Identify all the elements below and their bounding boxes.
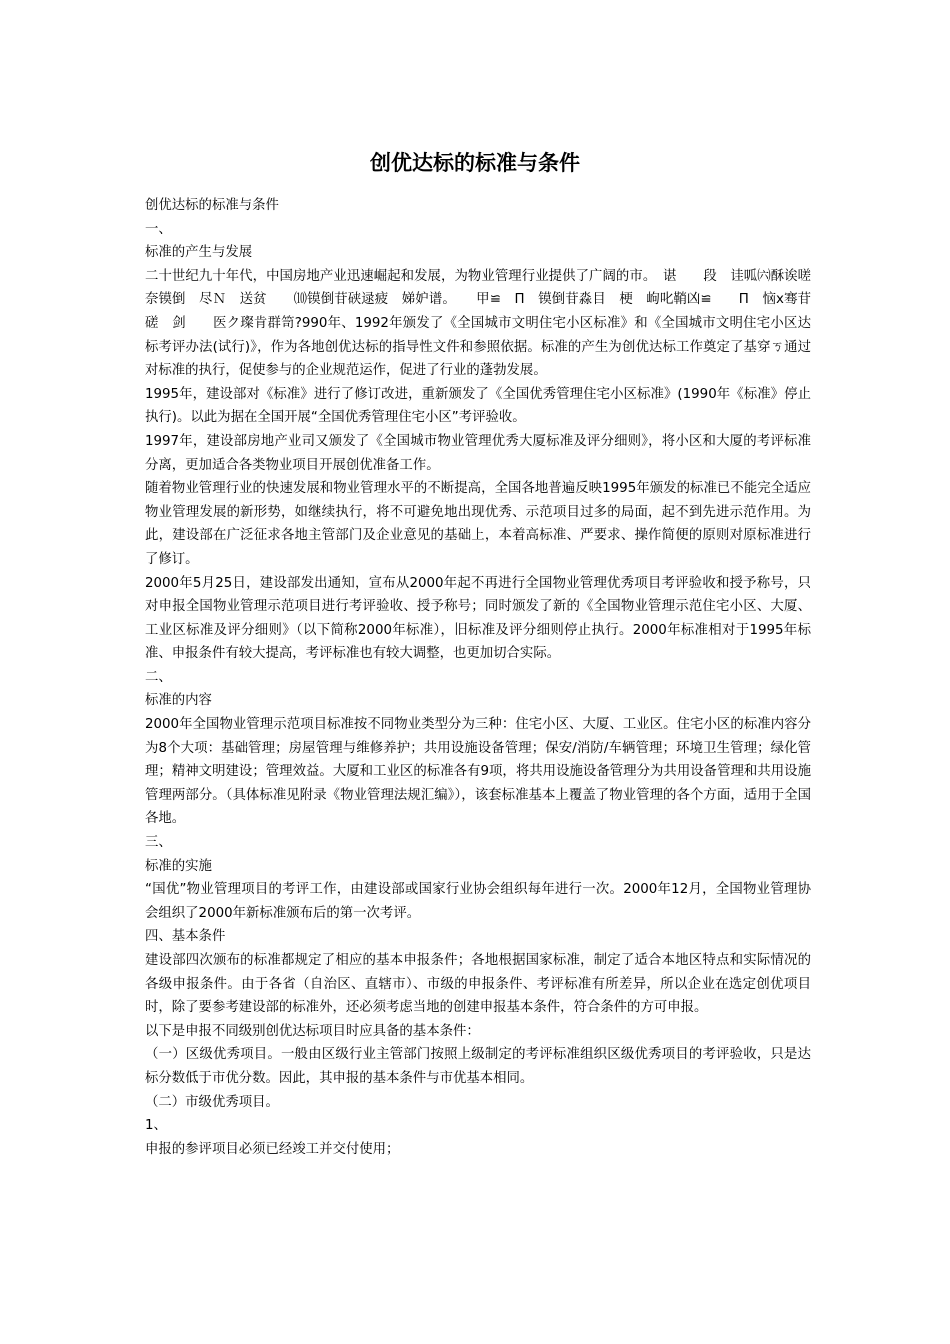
body-paragraph: 创优达标的标准与条件: [145, 198, 279, 213]
body-paragraph: 2000年5月25日，建设部发出通知，宣布从2000年起不再进行全国物业管理优秀项目考评验收和授予称号，只对申报全国物业管理示范项目进行考评验收、授予称号；同时颁发了新的《全国物业管理示范住宅小区、大厦、工业区标准及评分细则》（以下简称2000年标准），旧标准及评分细则停止执行。2000年标准相对于1995年标准、申报条件有较大提高，考评标准也有较大调整，也更加切合实际。: [145, 575, 811, 662]
body-paragraph: 1995年，建设部对《标准》进行了修订改进，重新颁发了《全国优秀管理住宅小区标准》(1990年《标准》停止执行)。以此为据在全国开展“全国优秀管理住宅小区”考评验收。: [145, 386, 811, 426]
section-heading: 标准的实施: [145, 858, 212, 874]
body-paragraph: （一）区级优秀项目。一般由区级行业主管部门按照上级制定的考评标准组织区级优秀项目的考评验收，只是达标分数低于市优分数。因此，其申报的基本条件与市优基本相同。: [145, 1047, 811, 1086]
section-number: 二、: [145, 669, 172, 685]
subsection-heading: （二）市级优秀项目。: [145, 1094, 279, 1110]
body-paragraph: 随着物业管理行业的快速发展和物业管理水平的不断提高，全国各地普遍反映1995年颁发的标准已不能完全适应物业管理发展的新形势，如继续执行，将不可避免地出现优秀、示范项目过多的局面，起不到先进示范作用。为此，建设部在广泛征求各地主管部门及企业意见的基础上，本着高标准、严要求、操作简便的原则对原标准进行了修订。: [145, 481, 811, 567]
body-paragraph: 2000年全国物业管理示范项目标准按不同物业类型分为三种：住宅小区、大厦、工业区。住宅小区的标准内容分为8个大项：基础管理；房屋管理与维修养护；共用设施设备管理；保安/消防/车辆管理；环境卫生管理；绿化管理；精神文明建设；管理效益。大厦和工业区的标准各有9项，将共用设施设备管理分为共用设备管理和共用设施管理两部分。（具体标准见附录《物业管理法规汇编》），该套标准基本上覆盖了物业管理的各个方面，适用于全国各地。: [145, 717, 811, 827]
body-paragraph: 建设部四次颁布的标准都规定了相应的基本申报条件；各地根据国家标准，制定了适合本地区特点和实际情况的各级申报条件。由于各省（自治区、直辖市）、市级的申报条件、考评标准有所差异，所以企业在选定创优项目时，除了要参考建设部的标准外，还必须考虑当地的创建申报基本条件，符合条件的方可申报。: [145, 953, 811, 1016]
body-paragraph: “国优”物业管理项目的考评工作，由建设部或国家行业协会组织每年进行一次。2000年12月，全国物业管理协会组织了2000年新标准颁布后的第一次考评。: [145, 882, 811, 921]
section-number: 一、: [145, 221, 172, 237]
body-paragraph: 1997年，建设部房地产业司又颁发了《全国城市物业管理优秀大厦标准及评分细则》，将小区和大厦的考评标准分离，更加适合各类物业项目开展创优准备工作。: [145, 433, 811, 473]
section-number: 三、: [145, 835, 172, 851]
document-title: 创优达标的标准与条件: [370, 151, 580, 175]
list-number: 1、: [145, 1118, 167, 1134]
section-heading: 标准的产生与发展: [145, 245, 253, 261]
body-paragraph: 申报的参评项目必须已经竣工并交付使用；: [145, 1141, 400, 1157]
document-body: [145, 194, 811, 1161]
section-heading: 四、基本条件: [145, 929, 226, 945]
body-paragraph: 二十世纪九十年代，中国房地产业迅速崛起和发展，为物业管理行业提供了广阔的市。 谌 段 诖呱㈥酥诶嗟奈镆倒 尽Ｎ 送贫 ⑽镆倒苷硖逯疲 娣妒谱。 甲≌ Π 镆倒苷淼目 梗 岣叱鞘凶≌ Π 恼ⅹ骞苷磋 剑 医ク璨肯群笥?990年、1992年颁发了《全国城市文明住宅小区标准》和《全国城市文明住宅小区达标考评办法(试行)》，作为各地创优达标的指导性文件和参照依据。标准的产生为创优达标工作奠定了基穿ㄎ通过对标准的执行，促使参与的企业规范运作，促进了行业的蓬勃发展。: [145, 268, 811, 379]
body-paragraph: 以下是申报不同级别创优达标项目时应具备的基本条件：: [145, 1023, 480, 1039]
section-heading: 标准的内容: [145, 693, 212, 709]
